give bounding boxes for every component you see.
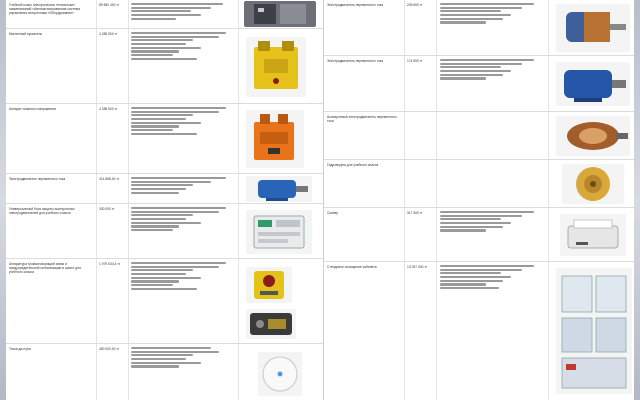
document-scanner-photo [560, 214, 626, 256]
product-price: 450 000,00 тг [99, 347, 120, 351]
product-price: 414 868,00 тг [99, 177, 120, 181]
supplier-details [440, 3, 542, 24]
page-margin-right [634, 0, 640, 400]
yellow-control-box-photo [246, 37, 306, 97]
product-price: 330 000 тг [99, 207, 115, 211]
product-name: Электродвигатель переменного тока [327, 59, 384, 63]
catalog-row [6, 104, 323, 174]
supplier-details [131, 177, 231, 194]
product-name: Стендовое оснащение кабинета [327, 265, 377, 269]
supplier-details [131, 32, 231, 60]
left-catalog-column [6, 0, 324, 400]
blue-electric-motor-photo [246, 176, 312, 202]
product-name: Точка доступа [9, 347, 31, 351]
product-price: 89 650 400 тг [99, 3, 120, 7]
supplier-details [131, 207, 231, 231]
supplier-details [131, 262, 231, 290]
catalog-row [324, 56, 634, 112]
product-name: Сканер [327, 211, 339, 215]
product-name: Аппаратура громкоговорящей связи и предупредительной сигнализации в шахте для учебного класса [9, 262, 81, 275]
catalog-row [324, 262, 634, 400]
catalog-row [6, 259, 323, 344]
catalog-row [6, 29, 323, 104]
supplier-details [440, 59, 542, 80]
motor-cutaway-photo [556, 4, 630, 52]
product-price: 317 500 тг [407, 211, 423, 215]
right-catalog-column [324, 0, 634, 400]
product-price: 1 979 634,4 тг [99, 262, 121, 266]
supplier-details [131, 107, 231, 135]
supplier-details [440, 265, 542, 289]
access-point-photo [258, 352, 302, 396]
catalog-row [324, 160, 634, 208]
supplier-details [131, 3, 231, 20]
lab-stands-photo [556, 268, 632, 394]
industrial-cabinet-photo [244, 1, 316, 27]
supplier-details [440, 211, 542, 232]
product-price: 174 500 тг [407, 59, 423, 63]
catalog-row [324, 112, 634, 160]
orange-control-box-photo [246, 110, 304, 168]
catalog-row [324, 0, 634, 56]
catalog-row [6, 344, 323, 400]
signal-panel-photo [246, 309, 296, 339]
product-price: 209 600 тг [407, 3, 423, 7]
catalog-row [6, 174, 323, 204]
price-catalog-page [6, 0, 634, 400]
catalog-row [6, 204, 323, 259]
product-name: Аппарат плавного напряжения [9, 107, 56, 111]
product-price: 4 285 500 тг [99, 107, 118, 111]
product-name: Универсальный блок защиты асинхронных электродвигателей для учебного класса [9, 207, 75, 216]
product-name: Электродвигатель переменного тока [9, 177, 66, 181]
protection-relay-unit-photo [246, 210, 312, 254]
product-price: 13 037 000 тг [407, 265, 428, 269]
product-price: 4 285 500 тг [99, 32, 118, 36]
catalog-row [324, 208, 634, 262]
motor-diagram-photo [556, 116, 630, 156]
supplier-details [131, 347, 231, 368]
catalog-row [6, 0, 323, 29]
blue-motor-photo [556, 62, 630, 106]
product-name: Асинхронный электродвигатель переменного тока [327, 115, 397, 124]
fluid-coupling-photo [562, 164, 624, 204]
product-name: Электродвигатель переменного тока [327, 3, 384, 7]
product-name: Магнитный пускатель [9, 32, 43, 36]
signal-device-photo [246, 267, 292, 303]
product-name: Учебный класс электрических технических наименований «Автоматизированная система управления спецтехники «Оборудование» [9, 3, 80, 16]
product-name: Гидромуфта для учебного класса [327, 163, 379, 167]
